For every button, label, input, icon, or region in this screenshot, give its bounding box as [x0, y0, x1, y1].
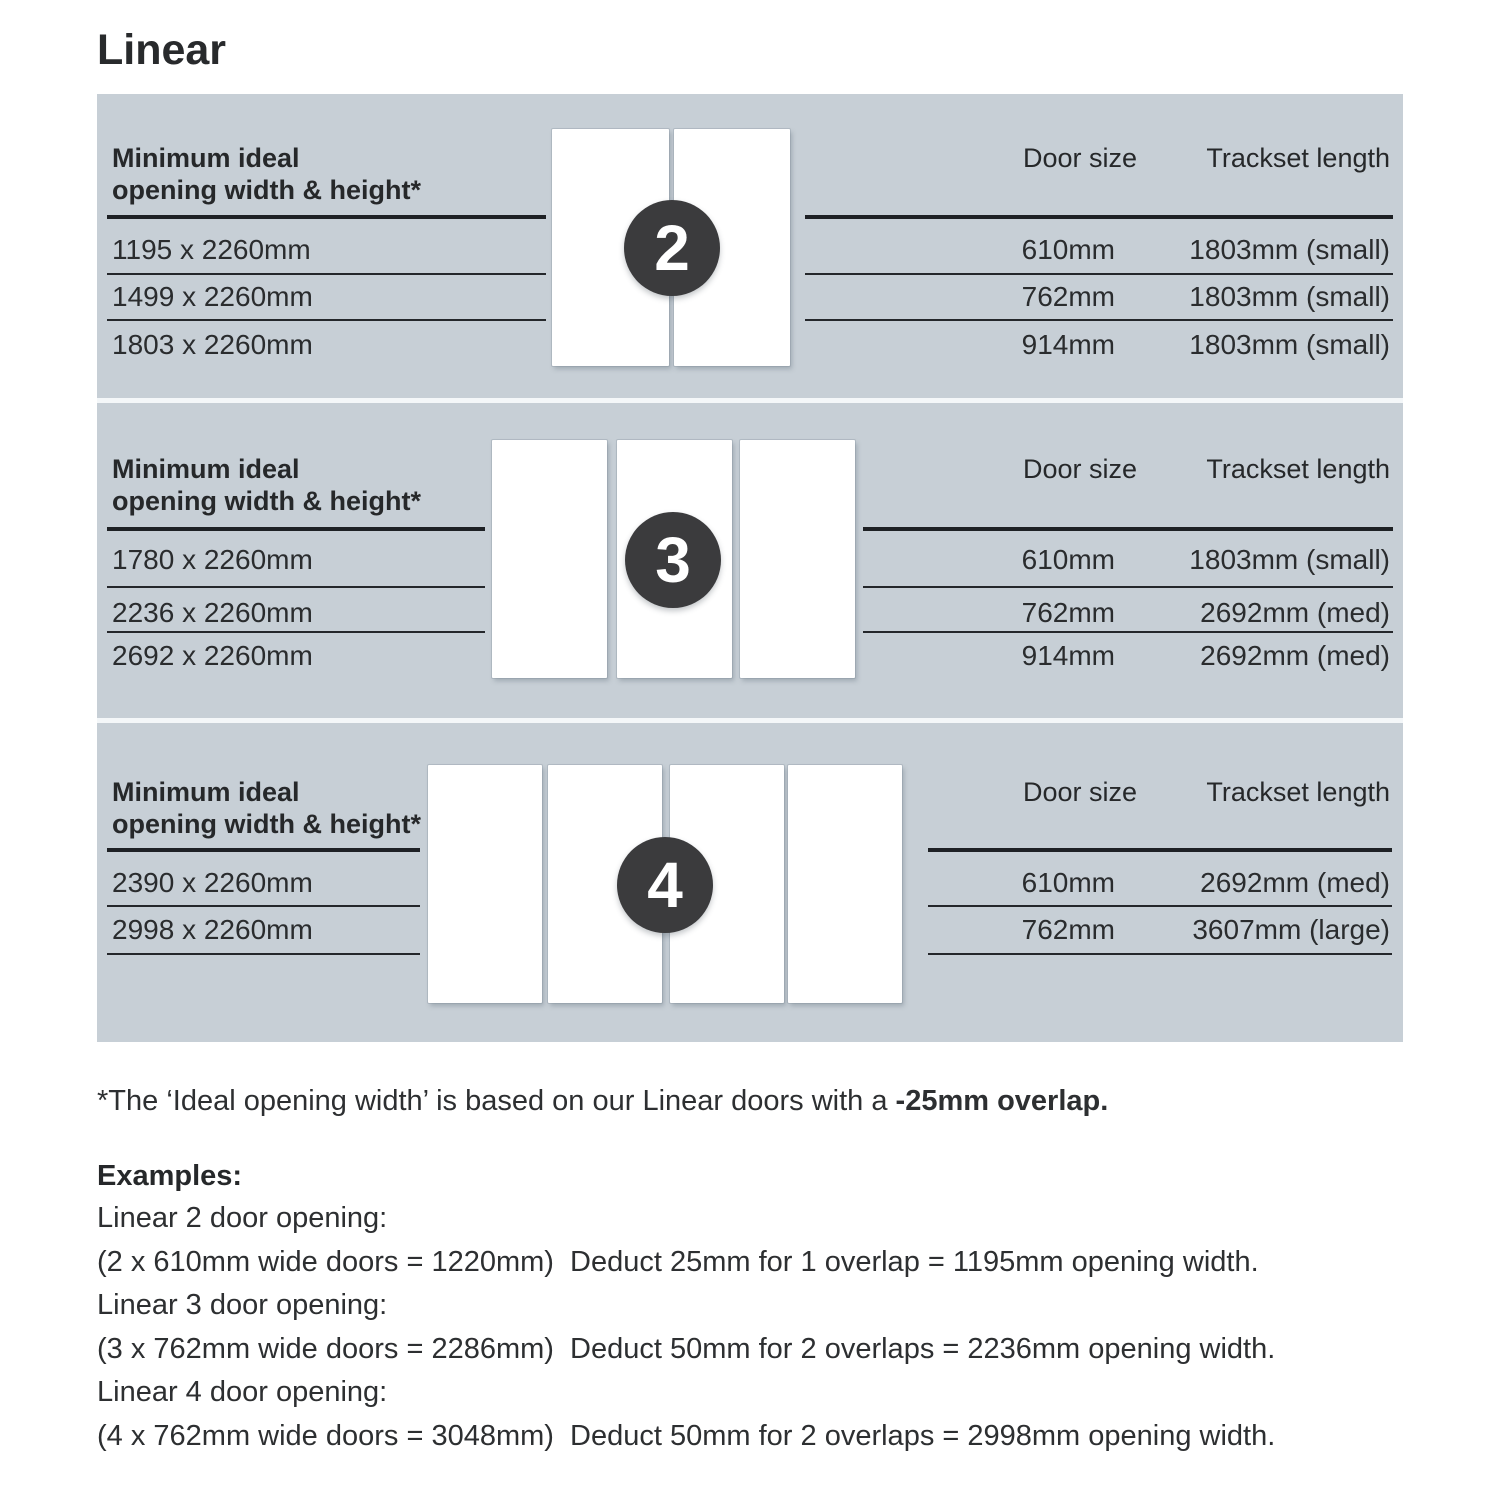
table-rule [107, 631, 485, 633]
table-rule [107, 273, 546, 275]
min-opening-header-line1: Minimum ideal [112, 143, 300, 173]
trackset-length-cell: 2692mm (med) [1200, 597, 1390, 628]
min-opening-header-line2: opening width & height* [112, 175, 421, 205]
footnote-text: *The ‘Ideal opening width’ is based on our Linear doors with a [97, 1085, 896, 1117]
min-opening-header-line2: opening width & height* [112, 809, 421, 839]
table-rule [107, 953, 420, 955]
trackset-column-header: Trackset length [1206, 454, 1390, 484]
opening-size-cell: 1499 x 2260mm [112, 281, 313, 312]
example-detail: (4 x 762mm wide doors = 3048mm) Deduct 50mm for 2 overlaps = 2998mm opening width. [97, 1419, 1276, 1452]
table-rule [805, 319, 1393, 321]
trackset-column-header: Trackset length [1206, 777, 1390, 807]
opening-size-cell: 1780 x 2260mm [112, 544, 313, 575]
opening-size-cell: 2998 x 2260mm [112, 914, 313, 945]
door-count-badge: 3 [625, 512, 721, 608]
example-label: Linear 3 door opening: [97, 1289, 388, 1322]
trackset-column-header: Trackset length [1206, 143, 1390, 173]
door-size-cell: 762mm [1021, 597, 1115, 628]
table-rule [928, 848, 1392, 852]
door-size-cell: 914mm [1021, 329, 1115, 360]
opening-size-cell: 2236 x 2260mm [112, 597, 313, 628]
table-rule [107, 905, 420, 907]
door-size-cell: 610mm [1021, 544, 1115, 575]
door-size-column-header: Door size [1022, 777, 1137, 807]
door-count-badge: 4 [617, 837, 713, 933]
spec-section [97, 403, 1403, 718]
table-rule [805, 215, 1393, 219]
door-panel [428, 765, 542, 1003]
footnote [97, 1084, 1108, 1118]
door-panel [492, 440, 607, 678]
footnote-overlap-bold: -25mm overlap. [895, 1085, 1109, 1117]
table-rule [805, 273, 1393, 275]
door-panel [788, 765, 902, 1003]
door-size-cell: 610mm [1021, 234, 1115, 265]
example-label: Linear 4 door opening: [97, 1376, 388, 1409]
spec-section [97, 94, 1403, 398]
door-size-column-header: Door size [1022, 143, 1137, 173]
spec-section [97, 723, 1403, 1042]
trackset-length-cell: 1803mm (small) [1189, 329, 1390, 360]
door-size-cell: 914mm [1021, 640, 1115, 671]
spec-panel [97, 94, 1403, 1042]
min-opening-header-line1: Minimum ideal [112, 454, 300, 484]
table-rule [107, 586, 485, 588]
example-detail: (3 x 762mm wide doors = 2286mm) Deduct 50mm for 2 overlaps = 2236mm opening width. [97, 1332, 1276, 1365]
min-opening-header [112, 453, 421, 517]
min-opening-header-line1: Minimum ideal [112, 777, 300, 807]
door-size-cell: 762mm [1021, 914, 1115, 945]
table-rule [107, 848, 420, 852]
trackset-length-cell: 1803mm (small) [1189, 281, 1390, 312]
min-opening-header [112, 776, 421, 840]
door-size-column-header: Door size [1022, 454, 1137, 484]
example-label: Linear 2 door opening: [97, 1202, 388, 1234]
min-opening-header [112, 142, 421, 206]
door-size-cell: 762mm [1021, 281, 1115, 312]
door-panel [740, 440, 855, 678]
example-detail: (2 x 610mm wide doors = 1220mm) Deduct 25mm for 1 overlap = 1195mm opening width. [97, 1245, 1259, 1278]
door-size-cell: 610mm [1021, 867, 1115, 898]
opening-size-cell: 1195 x 2260mm [112, 234, 311, 265]
table-rule [863, 631, 1393, 633]
opening-size-cell: 1803 x 2260mm [112, 329, 313, 360]
page-title: Linear [97, 26, 227, 74]
trackset-length-cell: 3607mm (large) [1192, 914, 1390, 945]
opening-size-cell: 2692 x 2260mm [112, 640, 313, 671]
table-rule [107, 527, 485, 531]
trackset-length-cell: 1803mm (small) [1189, 234, 1390, 265]
door-count-badge: 2 [624, 200, 720, 296]
table-rule [928, 953, 1392, 955]
examples-heading: Examples: [97, 1160, 243, 1192]
trackset-length-cell: 2692mm (med) [1200, 640, 1390, 671]
min-opening-header-line2: opening width & height* [112, 486, 421, 516]
opening-size-cell: 2390 x 2260mm [112, 867, 313, 898]
table-rule [107, 319, 546, 321]
table-rule [928, 905, 1392, 907]
trackset-length-cell: 2692mm (med) [1200, 867, 1390, 898]
examples-block [97, 1197, 1437, 1459]
table-rule [863, 586, 1393, 588]
table-rule [863, 527, 1393, 531]
table-rule [107, 215, 546, 219]
trackset-length-cell: 1803mm (small) [1189, 544, 1390, 575]
